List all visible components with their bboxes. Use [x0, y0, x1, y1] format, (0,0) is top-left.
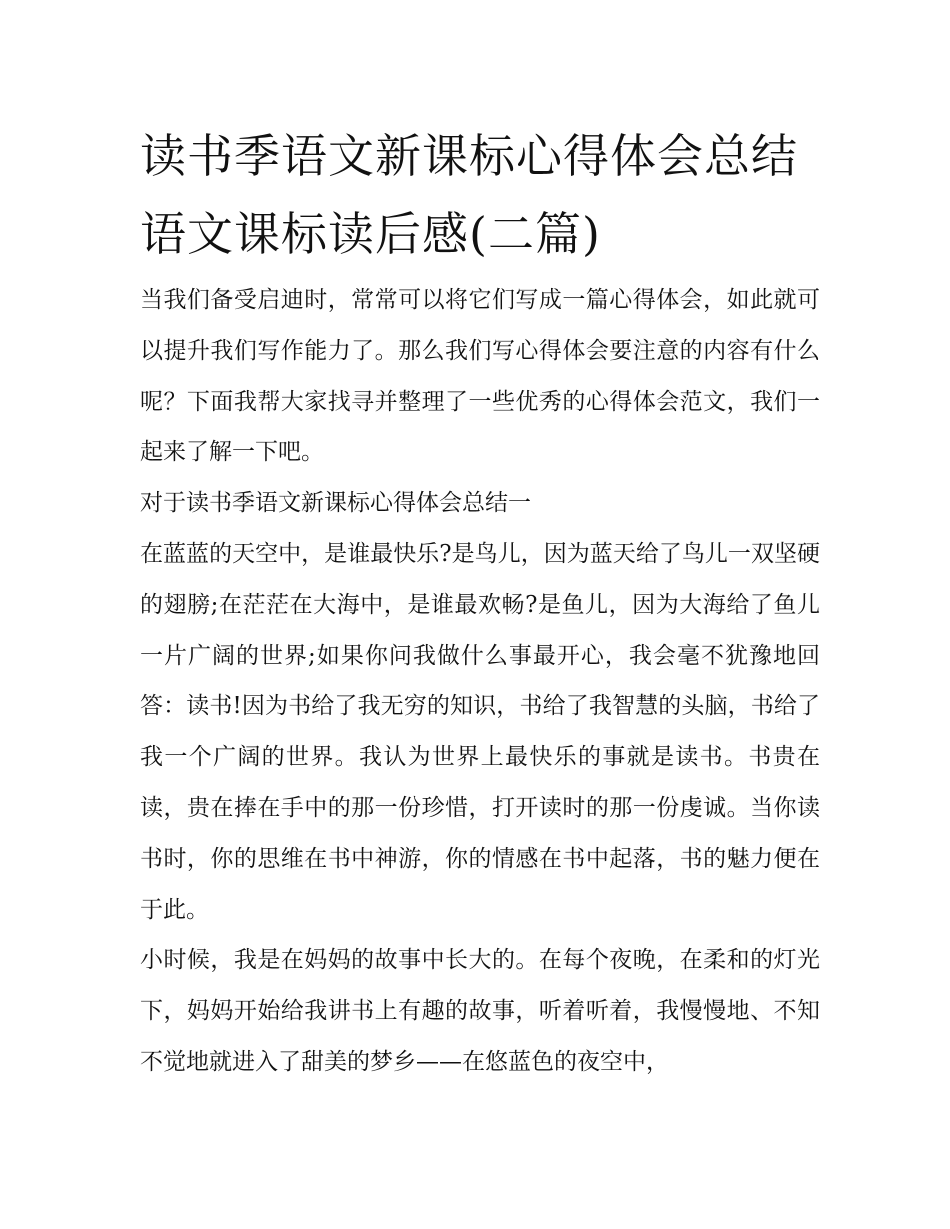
body-paragraph: 小时候，我是在妈妈的故事中长大的。在每个夜晚，在柔和的灯光下，妈妈开始给我讲书上有趣的故事，听着听着，我慢慢地、不知不觉地就进入了甜美的梦乡——在悠蓝色的夜空中， — [140, 947, 820, 1075]
body-paragraph: 在蓝蓝的天空中，是谁最快乐?是鸟儿，因为蓝天给了鸟儿一双坚硬的翅膀;在茫茫在大海中，是谁最欢畅?是鱼儿，因为大海给了鱼儿一片广阔的世界;如果你问我做什么事最开心，我会毫不犹豫地回答：读书!因为书给了我无穷的知识，书给了我智慧的头脑，书给了我一个广阔的世界。我认为世界上最快乐的事就是读书。书贵在读，贵在捧在手中的那一份珍惜，打开读时的那一份虔诚。当你读书时，你的思维在书中神游，你的情感在书中起落，书的魅力便在于此。 — [140, 540, 820, 923]
document-body — [140, 275, 820, 1088]
document-title: 读书季语文新课标心得体会总结 语文课标读后感(二篇) — [140, 129, 798, 261]
section-heading: 对于读书季语文新课标心得体会总结一 — [140, 490, 531, 517]
intro-paragraph: 当我们备受启迪时，常常可以将它们写成一篇心得体会，如此就可以提升我们写作能力了。那么我们写心得体会要注意的内容有什么呢？下面我帮大家找寻并整理了一些优秀的心得体会范文，我们一起来了解一下吧。 — [140, 287, 820, 466]
